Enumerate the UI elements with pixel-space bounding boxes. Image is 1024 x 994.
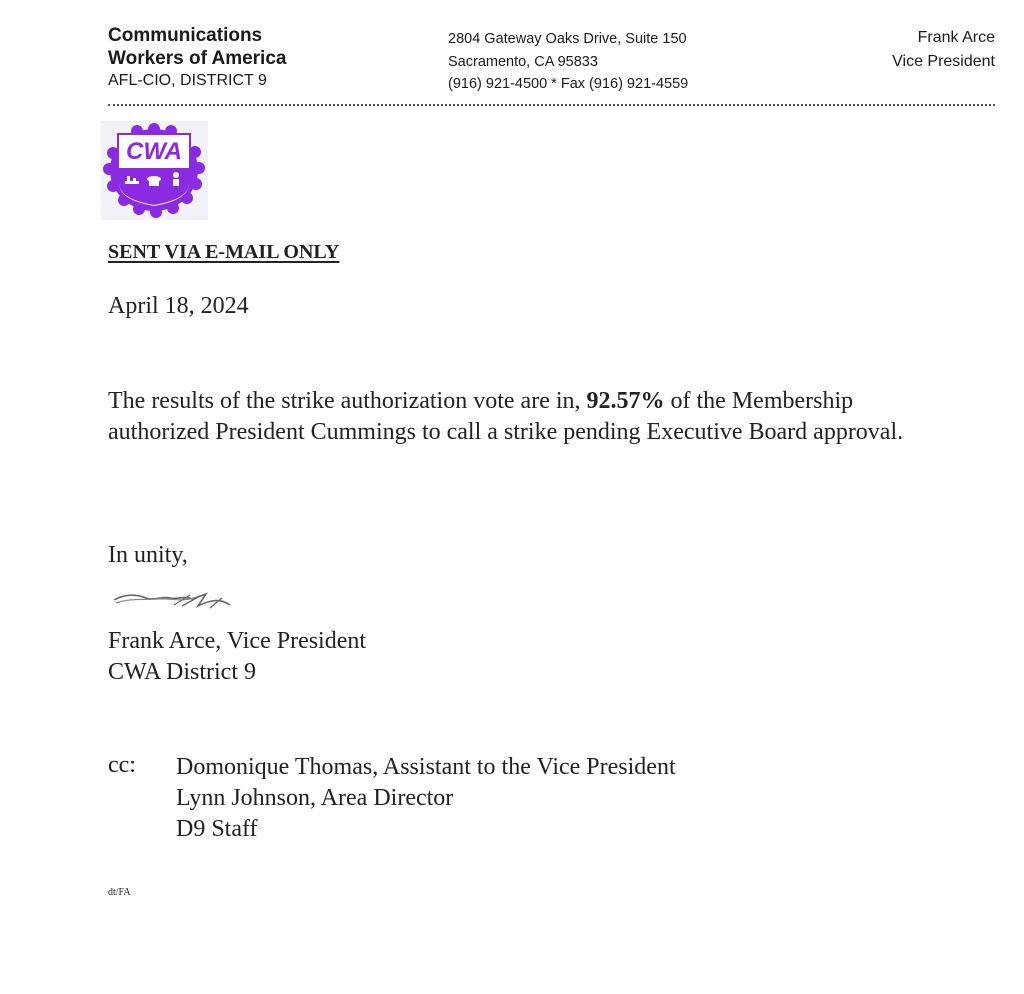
officer-name: Frank Arce: [917, 29, 995, 46]
signer-block: [108, 626, 366, 688]
cc-recipient: Lynn Johnson, Area Director: [176, 785, 454, 811]
letter-date: April 18, 2024: [108, 293, 249, 319]
address-street: 2804 Gateway Oaks Drive, Suite 150: [448, 31, 687, 47]
org-name-line2: Workers of America: [108, 48, 287, 69]
address-city: Sacramento, CA 95833: [448, 53, 598, 70]
typist-initials: dt/FA: [108, 887, 131, 898]
letterhead-address: [448, 28, 688, 96]
letter-closing: In unity,: [108, 542, 188, 568]
cc-recipient: D9 Staff: [176, 816, 258, 842]
logo-text: CWA: [126, 138, 182, 165]
signer-organization: CWA District 9: [108, 659, 256, 685]
cc-recipient-list: [176, 752, 676, 845]
letterhead-organization: [108, 24, 286, 91]
body-text-before: The results of the strike authorization vote are in,: [108, 388, 587, 414]
body-text-after: of the Membership authorized President Cummings to call a strike pending Executive Board approval.: [108, 388, 904, 445]
cwa-logo-icon: [101, 121, 208, 220]
address-phone-fax: (916) 921-4500 * Fax (916) 921-4559: [448, 76, 689, 92]
org-name-line1: Communications: [108, 25, 263, 46]
cc-label: cc:: [108, 752, 136, 778]
header-divider: [108, 104, 995, 106]
letter-body-paragraph: [108, 386, 908, 448]
officer-title: Vice President: [892, 53, 995, 70]
vote-percentage: 92.57%: [586, 388, 665, 414]
letterhead-officer: [892, 26, 995, 74]
org-affiliation: AFL-CIO, DISTRICT 9: [108, 72, 267, 89]
signer-name-title: Frank Arce, Vice President: [108, 628, 367, 654]
signature-icon: [110, 586, 240, 616]
delivery-note: SENT VIA E-MAIL ONLY: [108, 241, 340, 263]
cc-recipient: Domonique Thomas, Assistant to the Vice President: [176, 754, 676, 780]
